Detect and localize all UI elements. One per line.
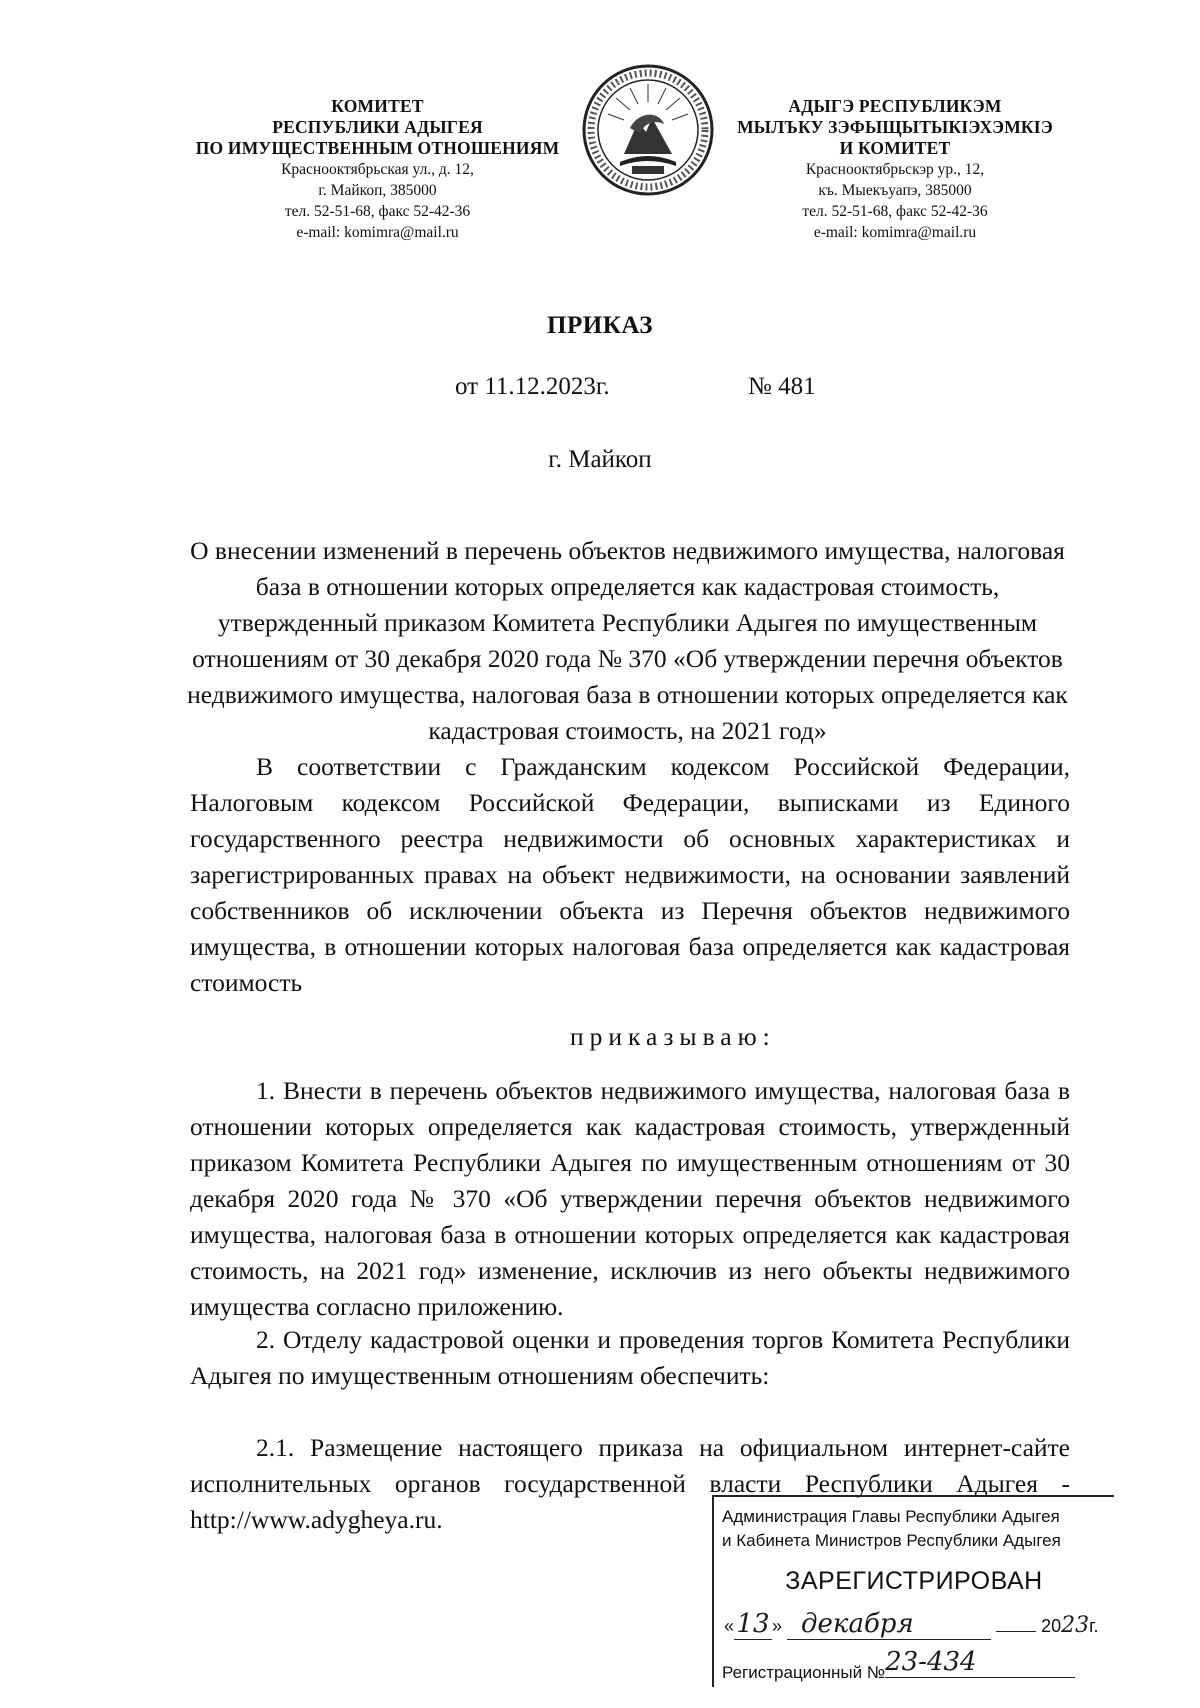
letterhead-title-line: АДЫГЭ РЕСПУБЛИКЭМ bbox=[788, 96, 1002, 116]
letterhead-title-line: ПО ИМУЩЕСТВЕННЫМ ОТНОШЕНИЯМ bbox=[195, 138, 560, 158]
letterhead-email: e-mail: komimra@mail.ru bbox=[296, 224, 459, 241]
item-2-text: 2. Отделу кадастровой оценки и проведения торгов Комитета Республики Адыгея по имущественным отношениям обеспечить: bbox=[190, 1325, 1070, 1390]
stamp-org-line: и Кабинета Министров Республики Адыгея bbox=[722, 1531, 1061, 1550]
stamp-org-line: Администрация Главы Республики Адыгея bbox=[722, 1507, 1060, 1526]
letterhead-address: Краснооктябрьскэр ур., 12, bbox=[805, 161, 985, 178]
stamp-reg-value: 23-434 bbox=[885, 1647, 1075, 1678]
letterhead-title-line: КОМИТЕТ bbox=[331, 96, 424, 116]
stamp-date: «13 » декабря 2023г. bbox=[724, 1609, 1099, 1639]
stamp-reg-number bbox=[722, 1647, 1075, 1686]
decree-word: приказываю: bbox=[570, 1022, 776, 1051]
preamble-text: В соответствии с Гражданским кодексом Российской Федерации, Налоговым кодексом Российской Федерации, выписками из Единого государственного реестра недвижимости об основных характеристиках и зарегистрированных правах на объект недвижимости, на основании заявлений собственников об исключении объекта из Перечня объектов недвижимого имущества, в отношении которых налоговая база определяется как кадастровая стоимость bbox=[190, 752, 1070, 997]
order-title: ПРИКАЗ bbox=[547, 312, 653, 339]
preamble-paragraph bbox=[190, 749, 1070, 1001]
letterhead-email: e-mail: komimra@mail.ru bbox=[813, 224, 977, 241]
stamp-month: декабря bbox=[787, 1609, 991, 1640]
letterhead-title-line: РЕСПУБЛИКИ АДЫГЕЯ bbox=[272, 117, 483, 137]
item-1-text: 1. Внести в перечень объектов недвижимого имущества, налоговая база в отношении которых определяется как кадастровая стоимость, утвержденный приказом Комитета Республики Адыгея по имущественным отношениям от 30 декабря 2020 года № 370 «Об утверждении перечня объектов недвижимого имущества, налоговая база в отношении которых определяется как кадастровая стоимость, на 2021 год» изменение, исключив из него объекты недвижимого имущества согласно приложению. bbox=[190, 1076, 1070, 1321]
letterhead-russian bbox=[165, 96, 590, 243]
item-1-paragraph bbox=[190, 1073, 1070, 1325]
registration-stamp bbox=[712, 1495, 1114, 1687]
letterhead-phone: тел. 52-51-68, факс 52-42-36 bbox=[802, 203, 988, 220]
letterhead-title-line: И КОМИТЕТ bbox=[839, 138, 951, 158]
stamp-registered-label: ЗАРЕГИСТРИРОВАН bbox=[785, 1567, 1043, 1595]
order-date: от 11.12.2023г. bbox=[455, 373, 610, 400]
order-subject: О внесении изменений в перечень объектов недвижимого имущества, налоговая база в отношении которых определяется как кадастровая стоимость, утвержденный приказом Комитета Республики Адыгея по имущественным отношениям от 30 декабря 2020 года № 370 «Об утверждении перечня объектов недвижимого имущества, налоговая база в отношении которых определяется как кадастровая стоимость, на 2021 год» bbox=[187, 536, 1068, 745]
item-2-paragraph bbox=[190, 1322, 1070, 1394]
order-number: № 481 bbox=[748, 373, 816, 400]
order-city: г. Майкоп bbox=[548, 446, 652, 473]
letterhead-city: къ. Мыекъуапэ, 385000 bbox=[818, 182, 972, 199]
letterhead-city: г. Майкоп, 385000 bbox=[318, 182, 437, 199]
stamp-year-unit: г. bbox=[1089, 1616, 1099, 1636]
adygea-coat-of-arms-seal-icon bbox=[580, 62, 716, 198]
letterhead-address: Краснооктябрьская ул., д. 12, bbox=[281, 161, 474, 178]
letterhead-adyghe bbox=[715, 96, 1075, 243]
stamp-year-prefix: 20 bbox=[1041, 1616, 1062, 1636]
item-2-1-text: 2.1. Размещение настоящего приказа на официальном интернет-сайте исполнительных органов государственной власти Республики Адыгея - http://www.adygheya.ru. bbox=[190, 1433, 1070, 1534]
stamp-org bbox=[722, 1505, 1061, 1553]
stamp-day: 13 bbox=[734, 1609, 772, 1640]
letterhead-title-line: МЫЛЪКУ ЗЭФЫЩЫТЫКIЭХЭМКIЭ bbox=[737, 117, 1053, 137]
stamp-year-suffix: 23 bbox=[1061, 1613, 1090, 1638]
letterhead-phone: тел. 52-51-68, факс 52-42-36 bbox=[284, 203, 471, 220]
stamp-reg-label: Регистрационный № bbox=[722, 1663, 886, 1682]
